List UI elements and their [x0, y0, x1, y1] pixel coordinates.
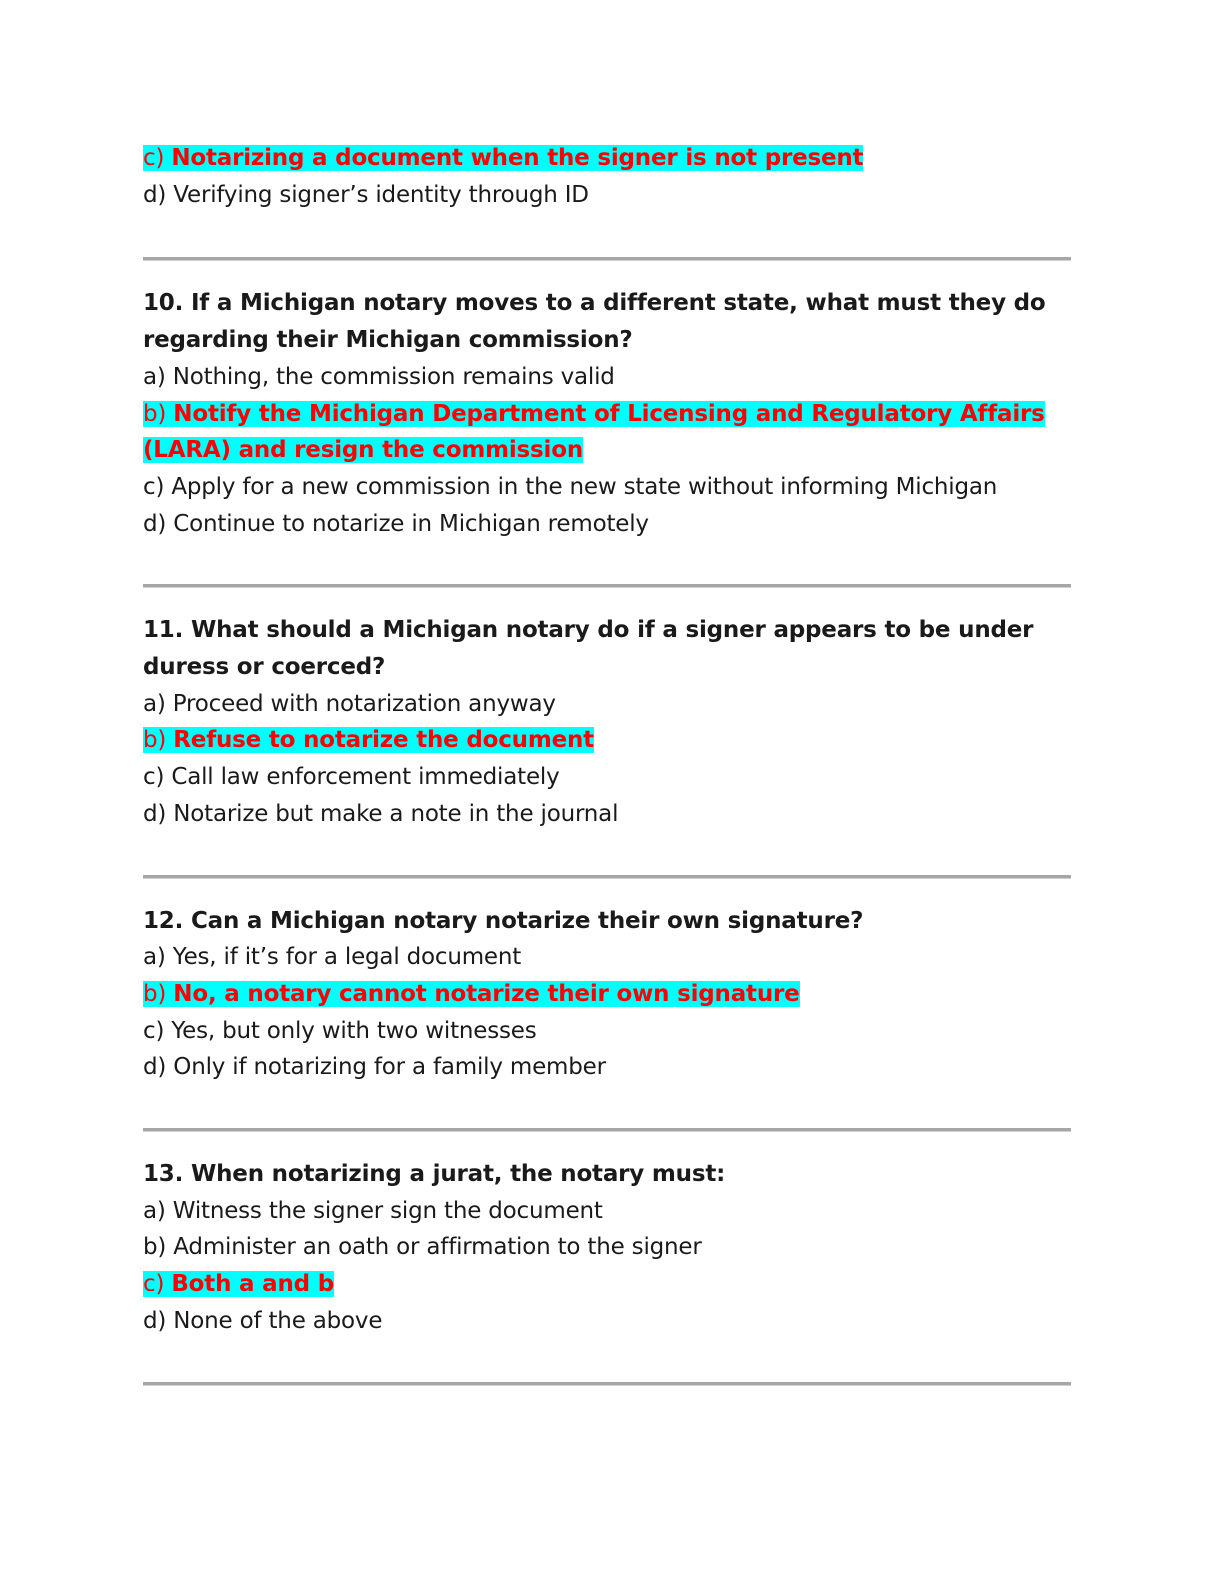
option-text: Yes, if it’s for a legal document	[172, 944, 522, 971]
option-text: Nothing, the commission remains valid	[172, 363, 615, 390]
option-prefix: c)	[143, 473, 172, 500]
option-text: Call law enforcement immediately	[171, 764, 560, 791]
question-12-block	[143, 903, 1071, 1087]
option-prefix: d)	[143, 800, 174, 827]
option-prefix: b)	[143, 980, 174, 1007]
option-text: None of the above	[173, 1307, 383, 1334]
option-prefix: a)	[143, 363, 173, 390]
option-text: Witness the signer sign the document	[172, 1197, 603, 1224]
option-text: Notify the Michigan Department of Licensing and Regulatory Affairs (LARA) and resign the commission	[143, 400, 1045, 464]
option-text: Refuse to notarize the document	[173, 727, 594, 754]
question-text: 12. Can a Michigan notary notarize their own signature?	[143, 907, 864, 934]
option-prefix: a)	[143, 944, 173, 971]
option-prefix: a)	[143, 690, 173, 717]
option-prefix: b)	[143, 1234, 174, 1261]
option-text: Continue to notarize in Michigan remotely	[173, 510, 649, 537]
question-11-block	[143, 612, 1071, 832]
option-d	[143, 506, 1071, 543]
previous-question-fragment	[143, 140, 1071, 213]
option-d	[143, 796, 1071, 833]
option-d	[143, 1303, 1071, 1340]
correct-answer	[143, 140, 1071, 177]
option-d: d) Verifying signer’s identity through ID	[143, 181, 589, 208]
option-text: Notarize but make a note in the journal	[173, 800, 619, 827]
option-prefix: a)	[143, 1197, 173, 1224]
separator-line	[143, 1382, 1071, 1386]
option-c	[143, 759, 1071, 796]
correct-answer	[143, 976, 1071, 1013]
option-text: Both a and b	[171, 1271, 335, 1298]
question-10-block	[143, 285, 1071, 542]
option-prefix: c)	[143, 1271, 172, 1298]
option-prefix: d)	[143, 1054, 174, 1081]
option-c	[143, 1013, 1071, 1050]
question-text: 10. If a Michigan notary moves to a different state, what must they do regarding their Michigan commission?	[143, 290, 1046, 354]
option-prefix: c)	[143, 764, 172, 791]
correct-answer	[143, 1266, 1071, 1303]
option-a	[143, 1193, 1071, 1230]
option-a	[143, 686, 1071, 723]
option-d	[143, 1049, 1071, 1086]
question-13-block	[143, 1156, 1071, 1340]
option-prefix: c)	[143, 1017, 172, 1044]
question-text: 13. When notarizing a jurat, the notary must:	[143, 1161, 726, 1188]
option-c	[143, 469, 1071, 506]
option-text: Notarizing a document when the signer is not present	[171, 145, 864, 171]
option-prefix: d)	[143, 510, 174, 537]
option-text: No, a notary cannot notarize their own signature	[173, 980, 800, 1007]
option-a	[143, 939, 1071, 976]
option-prefix: d)	[143, 1307, 174, 1334]
option-text: Apply for a new commission in the new state without informing Michigan	[171, 473, 998, 500]
correct-answer	[143, 396, 1071, 469]
option-prefix: b)	[143, 400, 174, 427]
option-text: Only if notarizing for a family member	[173, 1054, 606, 1081]
option-a	[143, 359, 1071, 396]
option-prefix: b)	[143, 727, 174, 754]
document-page	[143, 140, 1071, 1386]
option-text: Proceed with notarization anyway	[172, 690, 556, 717]
option-b	[143, 1229, 1071, 1266]
correct-answer	[143, 722, 1071, 759]
option-text: Administer an oath or affirmation to the signer	[173, 1234, 702, 1261]
option-prefix: c)	[143, 145, 172, 171]
question-text: 11. What should a Michigan notary do if a signer appears to be under duress or coerced?	[143, 617, 1034, 681]
option-text: Yes, but only with two witnesses	[171, 1017, 537, 1044]
